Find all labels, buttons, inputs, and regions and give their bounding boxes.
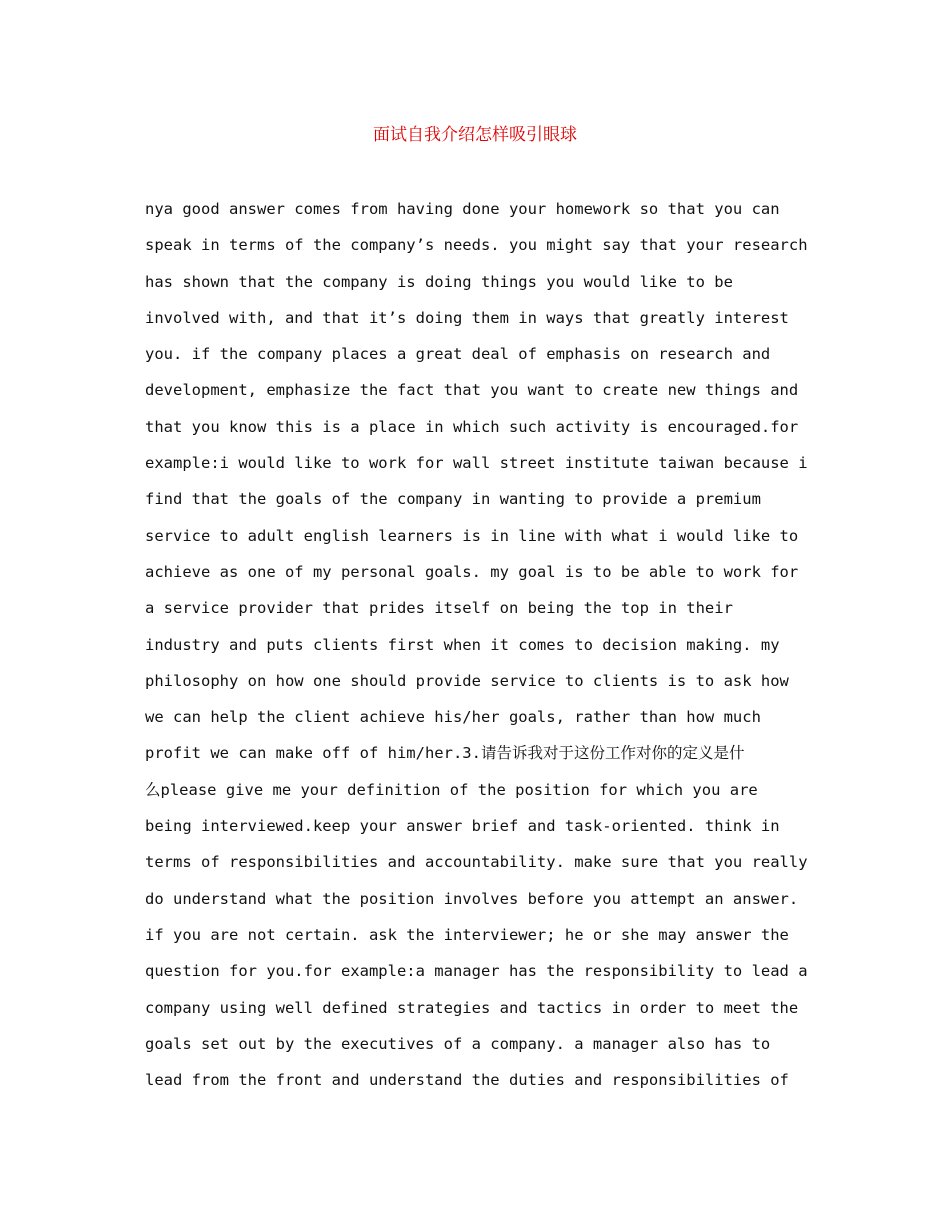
body-line: service to adult english learners is in line with what i would like to <box>145 526 799 545</box>
body-line: question for you.for example:a manager has the responsibility to lead a <box>145 962 808 981</box>
body-line: find that the goals of the company in wanting to provide a premium <box>145 490 761 509</box>
body-line: example:i would like to work for wall street institute taiwan because i <box>145 454 808 473</box>
body-line: 么please give me your definition of the position for which you are <box>145 780 758 799</box>
body-line: nya good answer comes from having done your homework so that you can <box>145 200 780 218</box>
body-line: industry and puts clients first when it comes to decision making. my <box>145 635 780 654</box>
body-line: involved with, and that it’s doing them in ways that greatly interest <box>145 308 789 327</box>
document-body <box>145 196 815 1103</box>
body-line: has shown that the company is doing things you would like to be <box>145 272 733 291</box>
body-line: a service provider that prides itself on being the top in their <box>145 599 733 618</box>
body-line: do understand what the position involves before you attempt an answer. <box>145 889 799 908</box>
body-line: if you are not certain. ask the interviewer; he or she may answer the <box>145 925 789 944</box>
body-line: you. if the company places a great deal of emphasis on research and <box>145 345 771 364</box>
body-line: terms of responsibilities and accountability. make sure that you really <box>145 853 808 872</box>
body-line: development, emphasize the fact that you want to create new things and <box>145 381 799 400</box>
body-line: profit we can make off of him/her.3.请告诉我对于这份工作对你的定义是什 <box>145 744 745 763</box>
body-line: that you know this is a place in which such activity is encouraged.for <box>145 417 799 436</box>
body-line: lead from the front and understand the duties and responsibilities of <box>145 1071 789 1090</box>
body-line: goals set out by the executives of a company. a manager also has to <box>145 1034 771 1053</box>
body-line: speak in terms of the company’s needs. you might say that your research <box>145 236 808 255</box>
document-title: 面试自我介绍怎样吸引眼球 <box>373 125 577 145</box>
body-line: achieve as one of my personal goals. my goal is to be able to work for <box>145 562 799 581</box>
body-line: being interviewed.keep your answer brief and task-oriented. think in <box>145 817 780 836</box>
body-line: philosophy on how one should provide service to clients is to ask how <box>145 671 789 690</box>
body-line: company using well defined strategies and tactics in order to meet the <box>145 998 799 1017</box>
body-line: we can help the client achieve his/her goals, rather than how much <box>145 708 761 727</box>
